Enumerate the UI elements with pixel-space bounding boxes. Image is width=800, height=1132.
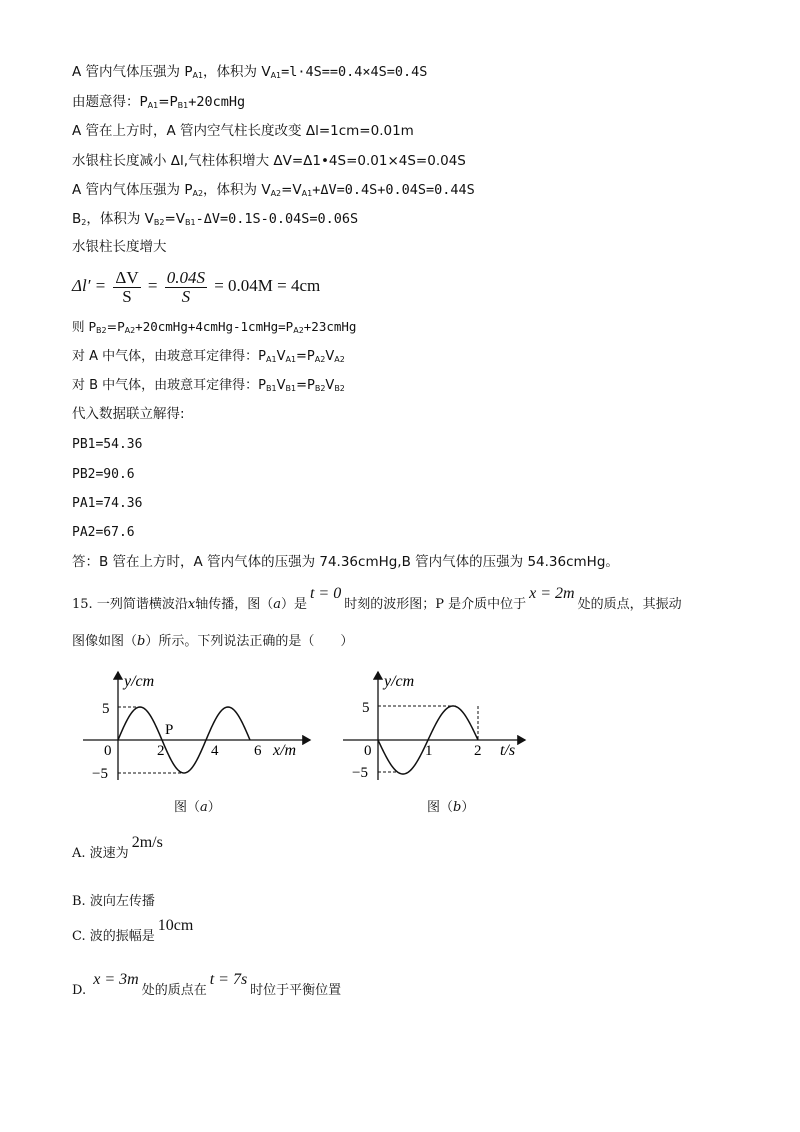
answer-line: 答：B 管在上方时，A 管内气体的压强为 74.36cmHg,B 管内气体的压强为 54.36cmHg。 [72,554,619,570]
y-tick-5: 5 [102,701,110,717]
y-axis-label: y/cm [124,673,155,690]
x-tick-2: 2 [157,743,165,759]
caption-a: 图（a） [174,800,221,815]
solution-line-2: 由题意得：$P_{A1}=P_{B1}+20cmHg$ [72,94,246,110]
solution-line-5: A 管内气体压强为 $P_{A2}$，体积为 $V_{A2}=V_{A1}+\Delta V=0.4S+0.04S=0.44S$ [72,182,475,198]
y-tick-neg5: −5 [352,765,368,781]
solution-line-10: 对 A 中气体，由玻意耳定律得：$P_{A1}V_{A1}=P_{A2}V_{A2}$ [72,349,345,364]
option-a[interactable]: A. 波速为2m/s [72,834,163,861]
solution-line-1: A 管内气体压强为 $P_{A1}$，体积为 $V_{A1}=l\cdot 4S==0.4\times 4S=0.4S$ [72,64,428,80]
result-pa1: PA1=74.36 [72,496,143,511]
t-axis-label: t/s [500,742,516,759]
y-tick-neg5: −5 [92,766,108,782]
option-b[interactable]: B. 波向左传播 [72,894,155,909]
y-axis-label: y/cm [384,673,415,690]
solution-line-3: A 管在上方时，A 管内空气柱长度改变 Δl=1cm=0.01m [72,123,414,139]
caption-b: 图（b） [427,800,475,815]
x-tick-6: 6 [254,743,262,759]
solution-line-12: 代入数据联立解得: [72,406,185,422]
vibration-graph-b [340,668,530,788]
fraction-2: $\frac{0.04S}{S}$ [166,267,205,306]
solution-line-6: $B_2$，体积为 $V_{B2}=V_{B1}-\Delta V=0.1S-0.04S=0.06S$ [72,211,359,227]
wave-graph-a [75,668,325,788]
solution-line-9: 则 $P_{B2}=P_{A2}+20cmHg+4cmHg-1cmHg=P_{A2}+23cmHg$ [72,319,357,335]
result-pb2: PB2=90.6 [72,467,135,482]
formula: Δl′ = $\frac{\Delta V}{S}$ = $\frac{0.04S}{S}$ = 0.04M = 4cm [72,267,321,306]
question-stem-line-1: 15. 一列简谐横波沿x轴传播，图（a）是t = 0时刻的波形图；P 是介质中位于x = 2m处的质点，其振动 [72,585,682,612]
t-tick-1: 1 [425,743,433,759]
fraction-1: $\frac{\Delta V}{S}$ [115,267,139,306]
x-tick-4: 4 [211,743,219,759]
option-d[interactable]: D. x = 3m处的质点在t = 7s时位于平衡位置 [72,971,342,998]
solution-line-7: 水银柱长度增大 [72,239,167,255]
solution-line-11: 对 B 中气体，由玻意耳定律得：$P_{B1}V_{B1}=P_{B2}V_{B2}$ [72,378,345,393]
t-tick-2: 2 [474,743,482,759]
origin-label: 0 [104,743,112,759]
question-stem-line-2: 图像如图（b）所示。下列说法正确的是（ ） [72,634,354,649]
result-pa2: PA2=67.6 [72,525,135,540]
point-p-label: P [165,722,174,738]
origin-label: 0 [364,743,372,759]
result-pb1: PB1=54.36 [72,437,143,452]
y-tick-5: 5 [362,700,370,716]
x-axis-label: x/m [273,742,297,759]
solution-line-4: 水银柱长度减小 Δl,气柱体积增大 ΔV=Δ1•4S=0.01×4S=0.04S [72,153,466,169]
option-c[interactable]: C. 波的振幅是10cm [72,917,194,944]
